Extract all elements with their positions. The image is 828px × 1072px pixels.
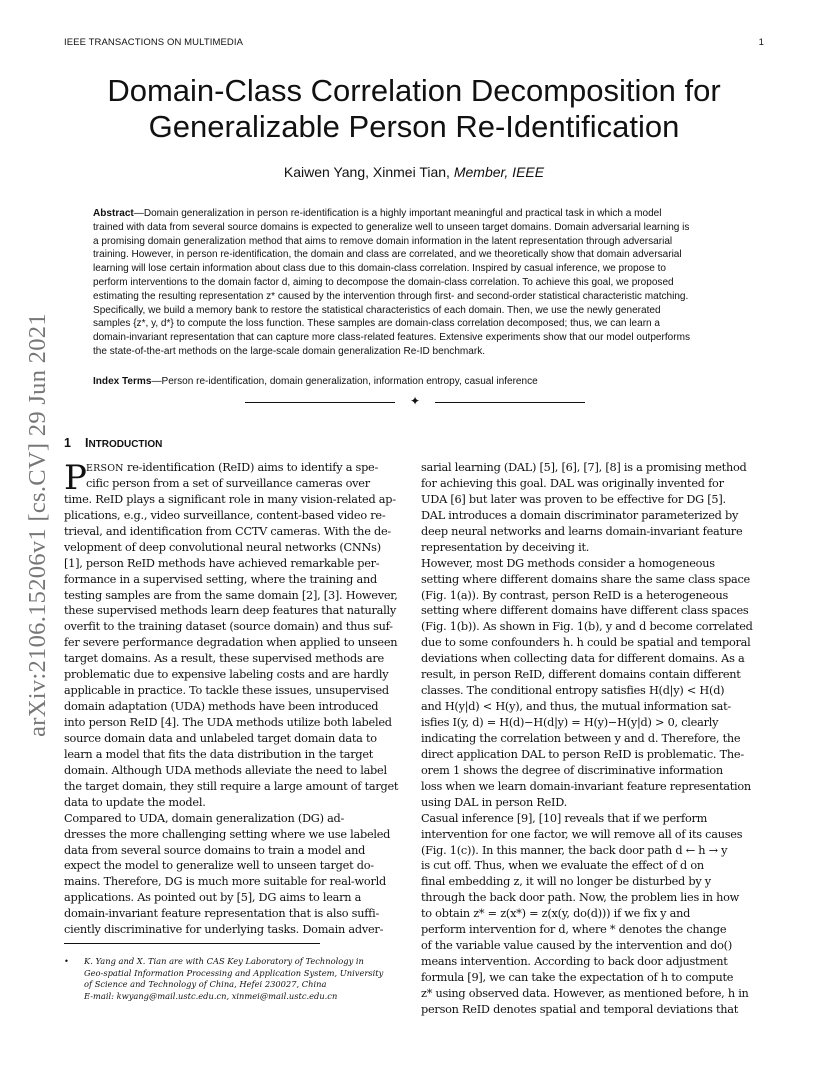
body-line: of the variable value caused by the intervention and do() — [421, 939, 732, 953]
body-line: [1], person ReID methods have achieved remarkable per- — [64, 556, 380, 570]
abstract-line: domain-invariant representation that can capture more class-related features. Extensive experiments show that our model outperforms — [93, 332, 690, 344]
body-line: result, in person ReID, different domains contain different — [421, 668, 741, 682]
abstract-line: samples {z*, y, d*} to compute the loss function. These samples are domain-class correlation decomposed; thus, we can learn a — [93, 318, 661, 330]
body-line: ERSON re-identification (ReID) aims to identify a spe- — [86, 461, 379, 474]
body-line: (Fig. 1(a)). By contrast, person ReID is a heterogeneous — [421, 588, 729, 602]
abstract-line: the state-of-the-art methods on the large-scale domain generalization Re-ID benchmark. — [93, 345, 486, 357]
body-line: Compared to UDA, domain generalization (DG) ad- — [64, 811, 345, 825]
body-line: applicable in practice. To tackle these issues, unsupervised — [64, 684, 389, 698]
title-line-1: Domain-Class Correlation Decomposition for — [107, 73, 721, 108]
body-line: Casual inference [9], [10] reveals that if we perform — [421, 811, 708, 825]
section-heading — [64, 436, 162, 450]
body-line: these supervised methods learn deep features that naturally — [64, 604, 397, 618]
body-line: data to update the model. — [64, 795, 206, 809]
body-line: the target domain, they still require a large amount of target — [64, 779, 399, 793]
authors — [0, 164, 828, 180]
body-line: orem 1 shows the degree of discriminative information — [421, 763, 723, 777]
footnote-line: Geo-spatial Information Processing and Application System, University — [84, 967, 384, 978]
section-title-initial: I — [84, 436, 89, 450]
index-terms — [93, 376, 538, 387]
body-line: dresses the more challenging setting where we use labeled — [64, 827, 391, 841]
body-line: applications. As pointed out by [5], DG aims to learn a — [64, 891, 362, 905]
body-line: setting where different domains share the same class space — [421, 572, 750, 586]
footnote — [64, 956, 407, 1002]
body-line: means intervention. According to back door adjustment — [421, 955, 728, 969]
body-line: due to some confounders h. h could be spatial and temporal — [421, 636, 751, 650]
body-line: classes. The conditional entropy satisfies H(d|y) < H(d) — [421, 684, 725, 698]
smallcaps-word: ERSON — [86, 463, 124, 474]
body-line: plications, e.g., video surveillance, content-based video re- — [64, 508, 386, 522]
section-title-rest: NTRODUCTION — [88, 439, 163, 450]
abstract-label: Abstract — [93, 208, 134, 219]
body-line: ciently discriminative for underlying tasks. Domain adver- — [64, 923, 384, 937]
footnote-line: of Science and Technology of China, Hefei 230027, China — [84, 979, 327, 989]
body-line: data from several source domains to train a model and — [64, 843, 366, 857]
left-column — [64, 460, 407, 938]
body-line: problematic due to expensive labeling costs and are hardly — [64, 668, 389, 682]
body-line: using DAL in person ReID. — [421, 795, 568, 809]
body-line: testing samples are from the same domain [2], [3]. However, — [64, 588, 398, 602]
author-role: Member, IEEE — [453, 164, 545, 180]
body-line: intervention for one factor, we will remove all of its causes — [421, 827, 743, 841]
body-line: to obtain z* = z(x*) = z(x(y, do(d))) if we fix y and — [421, 907, 691, 921]
body-line: representation by deceiving it. — [421, 540, 590, 554]
arxiv-stamp-text: arXiv:2106.15206v1 [cs.CV] 29 Jun 2021 — [24, 313, 51, 737]
body-line: domain. Although UDA methods alleviate the need to label — [64, 763, 387, 777]
footnote-rule — [64, 943, 320, 944]
body-line: indicating the correlation between y and d. Therefore, the — [421, 731, 741, 745]
abstract-line: a promising domain generalization method that aims to remove domain information in the latent representation through adversarial — [93, 235, 673, 247]
abstract-line: trained with data from several source domains is expected to generalize well to unseen target domains. Domain adversarial learning is — [93, 221, 690, 233]
body-line: mains. Therefore, DG is much more suitable for real-world — [64, 875, 386, 889]
body-line: However, most DG methods consider a homogeneous — [421, 556, 715, 570]
title-line-2: Generalizable Person Re-Identification — [148, 109, 680, 144]
arxiv-stamp[interactable] — [18, 290, 58, 760]
body-line: deep neural networks and learns domain-invariant feature — [421, 524, 743, 538]
body-line: formula [9], we can take the expectation of h to compute — [421, 971, 734, 984]
body-line: and H(y|d) < H(y), and thus, the mutual information sat- — [421, 700, 731, 714]
section-number: 1 — [64, 436, 71, 450]
body-line: cific person from a set of surveillance cameras over — [86, 476, 370, 490]
right-column — [421, 460, 764, 1018]
body-line: formance in a supervised setting, where the training and — [64, 572, 377, 586]
body-line: (Fig. 1(c)). In this manner, the back door path d ← h → y — [421, 843, 728, 857]
body-line: domain adaptation (UDA) methods have been introduced — [64, 700, 379, 714]
abstract-line: perform interventions to the domain factor d, aiming to decompose the domain-class correlation. To achieve this goal, we proposed — [93, 276, 674, 288]
abstract-line: learning will lose certain information about class due to this domain-class correlation. Inspired by casual inference, we propose to — [93, 263, 666, 275]
body-line: velopment of deep convolutional neural networks (CNNs) — [64, 540, 381, 554]
abstract-line: Abstract—Domain generalization in person re-identification is a highly important meaningful and practical task in which a model — [93, 208, 662, 219]
author-names: Kaiwen Yang, Xinmei Tian, — [283, 164, 450, 180]
body-line: is cut off. Thus, when we evaluate the effect of d on — [421, 859, 704, 873]
body-line: for achieving this goal. DAL was originally invented for — [421, 476, 724, 490]
body-line: through the back door path. Now, the problem lies in how — [421, 891, 740, 905]
page-number: 1 — [758, 37, 764, 48]
body-line: learn a model that fits the data distribution in the target — [64, 747, 374, 761]
body-line: loss when we learn domain-invariant feature representation — [421, 779, 751, 793]
body-line: source domain data and unlabeled target domain data to — [64, 731, 377, 745]
body-line: final embedding z, it will no longer be disturbed by y — [421, 875, 711, 889]
body-line: sarial learning (DAL) [5], [6], [7], [8] is a promising method — [421, 461, 747, 474]
footnote-bullet: • — [64, 956, 69, 966]
footnote-line: K. Yang and X. Tian are with CAS Key Laboratory of Technology in — [84, 956, 364, 966]
body-line: (Fig. 1(b)). As shown in Fig. 1(b), y and d become correlated — [421, 620, 753, 634]
body-line: z* using observed data. However, as mentioned before, h in — [421, 986, 749, 1000]
body-line: person ReID denotes spatial and temporal deviations that — [421, 1002, 739, 1016]
index-terms-text: —Person re-identification, domain generalization, information entropy, casual inference — [151, 376, 538, 387]
paper-title — [0, 73, 828, 145]
divider-rule-left — [245, 402, 395, 403]
body-line: setting where different domains have different class spaces — [421, 604, 749, 618]
body-line: time. ReID plays a significant role in many vision-related ap- — [64, 492, 396, 506]
body-line: overfit to the training dataset (source domain) and thus suf- — [64, 620, 393, 634]
body-line: expect the model to generalize well to unseen target do- — [64, 859, 374, 873]
index-terms-label: Index Terms — [93, 376, 152, 387]
body-line: deviations when collecting data for different domains. As a — [421, 652, 745, 666]
footnote-line: E-mail: kwyang@mail.ustc.edu.cn, xinmei@mail.ustc.edu.cn — [84, 990, 338, 1001]
body-line: into person ReID [4]. The UDA methods utilize both labeled — [64, 716, 392, 729]
body-line: fer severe performance degradation when applied to unseen — [64, 636, 398, 650]
body-line: target domains. As a result, these supervised methods are — [64, 652, 384, 666]
abstract-line: estimating the resulting representation z* caused by the intervention through first- and second-order statistical characteristic matching. — [93, 290, 689, 302]
abstract-line: training. However, in person re-identification, the domain and class are correlated, and we theoretically show that domain adversarial — [93, 249, 682, 261]
body-line: perform intervention for d, where * denotes the change — [421, 923, 727, 937]
dropcap: P — [64, 458, 87, 498]
body-line: UDA [6] but later was proven to be effective for DG [5]. — [421, 492, 726, 506]
abstract-line: Specifically, we build a memory bank to restore the statistical characteristics of each domain. Then, we use the newly generated — [93, 304, 661, 316]
divider-star-icon: ✦ — [409, 394, 421, 408]
body-line: DAL introduces a domain discriminator parameterized by — [421, 508, 739, 522]
body-line: direct application DAL to person ReID is problematic. The- — [421, 747, 744, 761]
body-line: trieval, and identification from CCTV cameras. With the de- — [64, 524, 391, 538]
section-divider — [245, 395, 585, 411]
abstract — [93, 207, 735, 359]
divider-rule-right — [435, 402, 585, 403]
body-line: domain-invariant feature representation that is also suffi- — [64, 907, 380, 921]
body-line: isfies I(y, d) = H(d)−H(d|y) = H(y)−H(y|d) > 0, clearly — [421, 716, 719, 729]
running-head: IEEE TRANSACTIONS ON MULTIMEDIA — [64, 37, 244, 48]
